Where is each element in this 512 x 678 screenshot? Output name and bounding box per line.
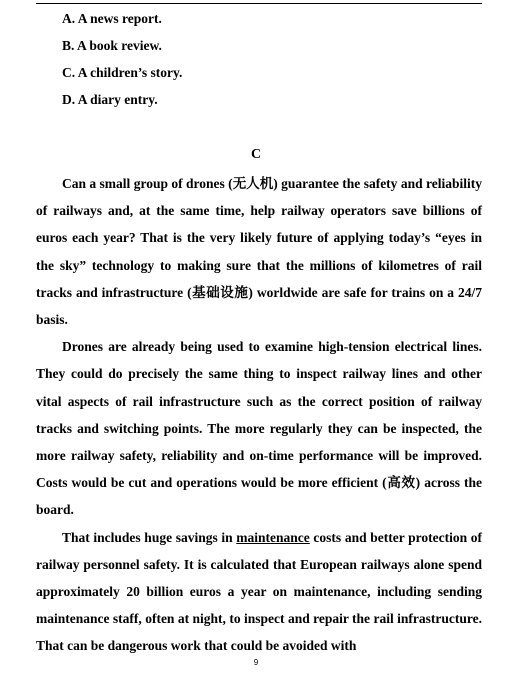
- option-a: A. A news report.: [62, 11, 162, 26]
- paragraph-3: [36, 524, 482, 660]
- underlined-word: maintenance: [236, 529, 310, 545]
- paragraph-3-rest: costs and better protection of railway personnel safety. It is calculated that European railways alone spend approximately 20 billion euros a year on maintenance, including sending maintenance staff, often at night, to inspect and repair the rail infrastructure. That can be dangerous work that could be avoided with: [36, 529, 482, 654]
- section-heading: C: [250, 147, 262, 162]
- option-d: D. A diary entry.: [62, 92, 158, 107]
- paragraph-2: Drones are already being used to examine high-tension electrical lines. They could do precisely the same thing to inspect railway lines and other vital aspects of rail infrastructure such as the correct position of railway tracks and switching points. The more regularly they can be inspected, the more railway safety, reliability and on-time performance will be improved. Costs would be cut and operations would be more efficient (高效) across the board.: [36, 339, 482, 518]
- paragraph-3-start: That includes huge savings in: [62, 529, 237, 545]
- answer-options: [62, 10, 182, 118]
- top-rule: [36, 3, 482, 4]
- option-b: B. A book review.: [62, 38, 162, 53]
- option-c: C. A children’s story.: [62, 65, 183, 80]
- page-number: 9: [253, 658, 259, 667]
- paragraph-1: Can a small group of drones (无人机) guarantee the safety and reliability of railways and, at the same time, help railway operators save billions of euros each year? That is the very likely future of applying today’s “eyes in the sky” technology to making sure that the millions of kilometres of rail tracks and infrastructure (基础设施) worldwide are safe for trains on a 24/7 basis.: [36, 176, 482, 328]
- passage-c: [36, 170, 482, 660]
